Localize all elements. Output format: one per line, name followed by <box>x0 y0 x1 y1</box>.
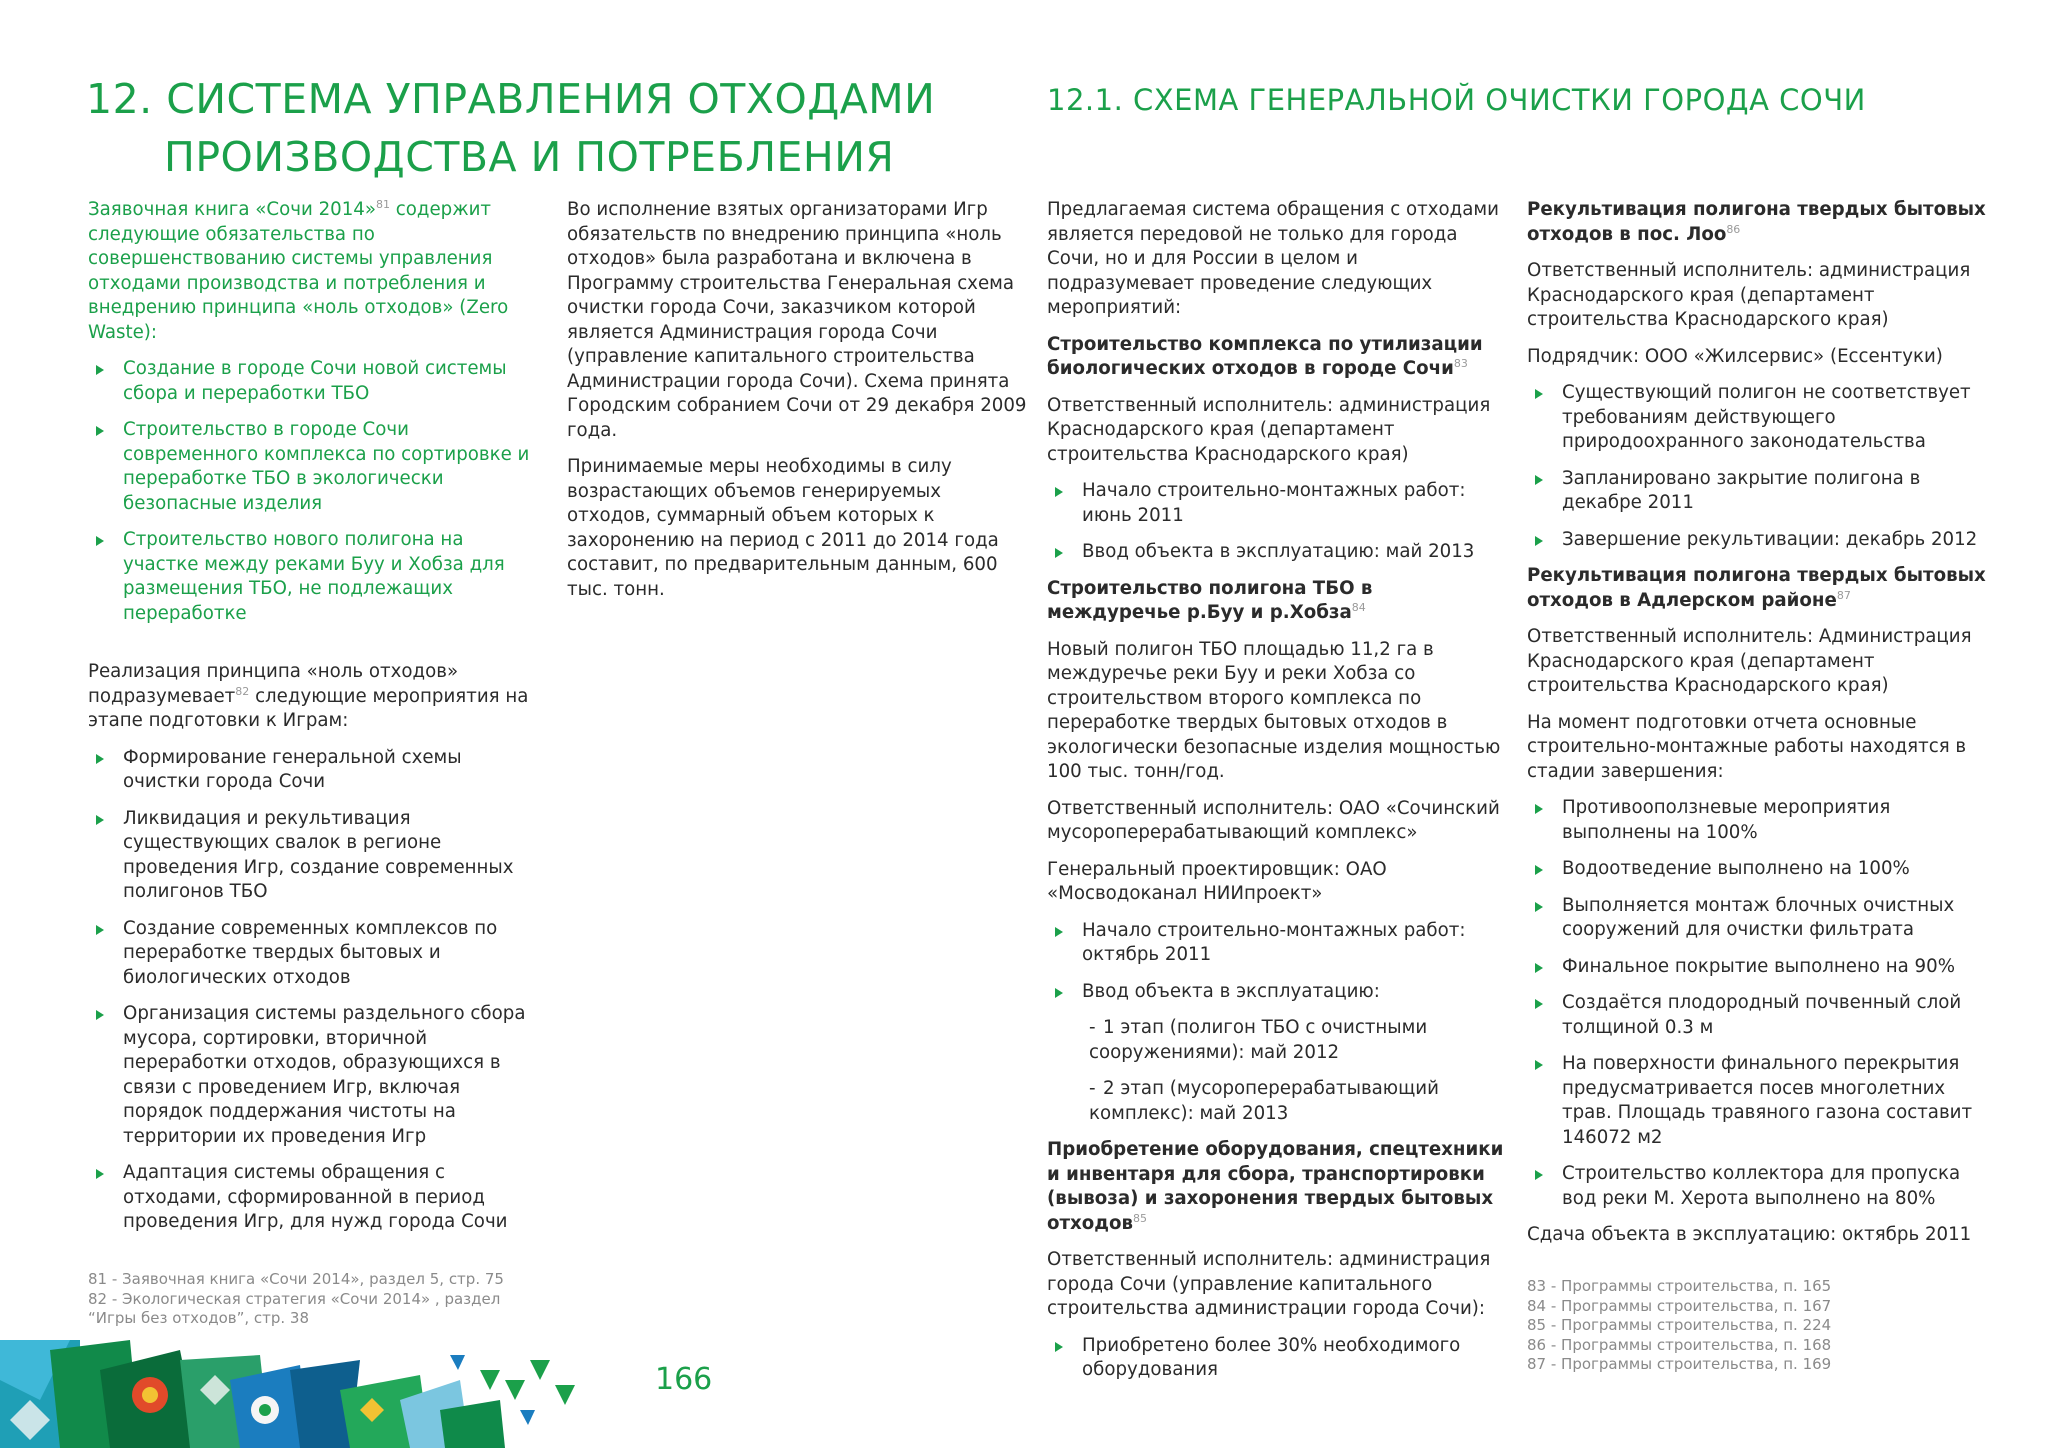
paragraph: Ответственный исполнитель: ОАО «Сочинский мусороперерабатывающий комплекс» <box>1047 797 1500 843</box>
column-2 <box>567 198 1027 614</box>
list-item: Создание современных комплексов по переработке твердых бытовых и биологических отходов <box>88 917 544 991</box>
footnote-ref-82: 82 <box>235 684 250 698</box>
list-item: Выполняется монтаж блочных очистных сооружений для очистки фильтрата <box>1527 894 1987 943</box>
paragraph: Подрядчик: ООО «Жилсервис» (Ессентуки) <box>1527 345 1943 367</box>
bullet-icon <box>1055 988 1063 998</box>
footnote: “Игры без отходов”, стр. 38 <box>88 1309 310 1327</box>
list-item: Начало строительно-монтажных работ: июнь 2011 <box>1047 479 1507 528</box>
list-item: Ввод объекта в эксплуатацию: май 2013 <box>1047 540 1507 565</box>
page-title <box>86 70 1016 186</box>
list-item: Существующий полигон не соответствует требованиям действующего природоохранного законодательства <box>1527 381 1987 455</box>
paragraph: Предлагаемая система обращения с отходами является передовой не только для города Сочи, но и для России в целом и подразумевает проведение следующих мероприятий: <box>1047 199 1499 318</box>
list-item: Финальное покрытие выполнено на 90% <box>1527 955 1987 980</box>
list-item: На поверхности финального перекрытия предусматривается посев многолетних трав. Площадь травяного газона составит 146072 м2 <box>1527 1052 1987 1150</box>
bullet-icon <box>96 925 104 935</box>
paragraph: Ответственный исполнитель: администрация Краснодарского края (департамент строительства Краснодарского края) <box>1527 260 1971 330</box>
paragraph: Сдача объекта в эксплуатацию: октябрь 2011 <box>1527 1224 1972 1245</box>
footnote-ref-83: 83 <box>1453 357 1468 370</box>
bullet-icon <box>1535 536 1543 546</box>
bullet-icon <box>96 426 104 436</box>
list-item: Формирование генеральной схемы очистки города Сочи <box>88 746 544 795</box>
section-heading: Строительство полигона ТБО в междуречье р.Буу и р.Хобза$^{84}$ <box>1047 577 1373 623</box>
list-item: Адаптация системы обращения с отходами, сформированной в период проведения Игр, для нужд города Сочи <box>88 1161 544 1235</box>
section-heading: Рекультивация полигона твердых бытовых отходов в Адлерском районе$^{87}$ <box>1527 565 1986 611</box>
section-heading: Рекультивация полигона твердых бытовых отходов в пос. Лоо$^{86}$ <box>1527 199 1986 245</box>
section-subtitle: 12.1. СХЕМА ГЕНЕРАЛЬНОЙ ОЧИСТКИ ГОРОДА СОЧИ <box>1047 83 1866 117</box>
footnote-ref-84: 84 <box>1351 601 1366 614</box>
list-item: Приобретено более 30% необходимого оборудования <box>1047 1334 1507 1383</box>
footnotes-right <box>1527 1277 1987 1375</box>
footnote: 84 - Программы строительства, п. 167 <box>1527 1296 1832 1315</box>
bullet-icon <box>1055 927 1063 937</box>
bullet-icon <box>1055 487 1063 497</box>
sub-list-item: - 1 этап (полигон ТБО с очистными сооружениями): май 2012 <box>1089 1017 1428 1063</box>
zero-waste-paragraph: Реализация принципа «ноль отходов» подразумевает$^{82}$ следующие мероприятия на этапе подготовки к Играм: <box>88 661 529 731</box>
page-number: 166 <box>655 1362 713 1397</box>
sub-list-item: - 2 этап (мусороперерабатывающий комплекс): май 2013 <box>1089 1078 1439 1124</box>
footnote: 83 - Программы строительства, п. 165 <box>1527 1277 1832 1295</box>
bullet-icon <box>96 365 104 375</box>
paragraph: Ответственный исполнитель: администрация города Сочи (управление капитального строительства администрации города Сочи): <box>1047 1249 1491 1319</box>
list-item: Ликвидация и рекультивация существующих свалок в регионе проведения Игр, создание современных полигонов ТБО <box>88 807 544 905</box>
footnote: 87 - Программы строительства, п. 169 <box>1527 1355 1832 1373</box>
list-item: Ввод объекта в эксплуатацию: <box>1047 980 1507 1005</box>
bullet-icon <box>1535 902 1543 912</box>
title-line-2: ПРОИЗВОДСТВА И ПОТРЕБЛЕНИЯ <box>164 133 895 181</box>
list-item: Строительство нового полигона на участке между реками Буу и Хобза для размещения ТБО, не подлежащих переработке <box>88 528 544 626</box>
paragraph: Ответственный исполнитель: Администрация Краснодарского края (департамент строительства Краснодарского края) <box>1527 626 1972 696</box>
footnote-ref-81: 81 <box>376 198 390 211</box>
bullet-icon <box>96 754 104 764</box>
footnote-ref-85: 85 <box>1132 1211 1147 1225</box>
title-line-1: 12. СИСТЕМА УПРАВЛЕНИЯ ОТХОДАМИ <box>86 75 936 123</box>
bullet-icon <box>96 1010 104 1020</box>
footnote: 86 - Программы строительства, п. 168 <box>1527 1335 1832 1354</box>
bullet-icon <box>96 1169 104 1179</box>
footnote: 81 - Заявочная книга «Сочи 2014», раздел 5, стр. 75 <box>88 1270 504 1288</box>
footnote-ref-87: 87 <box>1836 588 1851 602</box>
list-item: Строительство коллектора для пропуска вод реки М. Херота выполнено на 80% <box>1527 1162 1987 1211</box>
bullet-icon <box>1055 548 1063 558</box>
list-item: Запланировано закрытие полигона в декабре 2011 <box>1527 467 1987 516</box>
decorative-patchwork-pattern <box>0 1340 600 1448</box>
paragraph: Принимаемые меры необходимы в силу возрастающих объемов генерируемых отходов, суммарный объем которых к захоронению на период с 2011 до 2014 года составит, по предварительным данным, 600 тыс. тонн. <box>567 456 999 600</box>
list-item: Начало строительно-монтажных работ: октябрь 2011 <box>1047 919 1507 968</box>
list-item: Создание в городе Сочи новой системы сбора и переработки ТБО <box>88 357 544 406</box>
footnote: 85 - Программы строительства, п. 224 <box>1527 1316 1832 1334</box>
bullet-icon <box>96 536 104 546</box>
list-item: Противооползневые мероприятия выполнены на 100% <box>1527 796 1987 845</box>
list-item: Строительство в городе Сочи современного комплекса по сортировке и переработке ТБО в экологически безопасные изделия <box>88 418 544 516</box>
bullet-icon <box>1535 1060 1543 1070</box>
paragraph: Во исполнение взятых организаторами Игр обязательств по внедрению принципа «ноль отходов» была разработана и включена в Программу строительства Генеральная схема очистки города Сочи, заказчиком которой является Администрация города Сочи (управление капитального строительства Администрации города Сочи). Схема принята Городским собранием Сочи от 29 декабря 2009 года. <box>567 199 1027 441</box>
intro-paragraph: Заявочная книга «Сочи 2014»$^{81}$ содержит следующие обязательства по совершенствованию системы управления отходами производства и потребления и внедрению принципа «ноль отходов» (Zero Waste): <box>88 198 509 343</box>
footnotes-left <box>88 1270 558 1329</box>
footnote-ref-86: 86 <box>1726 222 1741 236</box>
footnote: 82 - Экологическая стратегия «Сочи 2014» , раздел <box>88 1289 501 1308</box>
paragraph: На момент подготовки отчета основные строительно-монтажные работы находятся в стадии завершения: <box>1527 711 1967 782</box>
list-item: Организация системы раздельного сбора мусора, сортировки, вторичной переработки отходов, образующихся в связи с проведением Игр, включая порядок поддержания чистоты на территории их проведения Игр <box>88 1002 544 1149</box>
column-1 <box>88 198 544 1247</box>
list-item: Водоотведение выполнено на 100% <box>1527 857 1987 882</box>
column-3 <box>1047 198 1507 1395</box>
bullet-icon <box>1535 1170 1543 1180</box>
bullet-icon <box>1535 804 1543 814</box>
bullet-icon <box>1535 999 1543 1009</box>
paragraph: Новый полигон ТБО площадью 11,2 га в междуречье реки Буу и реки Хобза со строительством второго комплекса по переработке твердых бытовых отходов в экологически безопасные изделия мощностью 100 тыс. тонн/год. <box>1047 638 1501 782</box>
bullet-icon <box>96 815 104 825</box>
column-4 <box>1527 198 1987 1260</box>
paragraph: Ответственный исполнитель: администрация Краснодарского края (департамент строительства Краснодарского края) <box>1047 394 1491 465</box>
bullet-icon <box>1535 865 1543 875</box>
bullet-icon <box>1535 389 1543 399</box>
paragraph: Генеральный проектировщик: ОАО «Мосводоканал НИИпроект» <box>1047 858 1387 904</box>
list-item: Создаётся плодородный почвенный слой толщиной 0.3 м <box>1527 991 1987 1040</box>
bullet-icon <box>1535 963 1543 973</box>
bullet-icon <box>1055 1342 1063 1352</box>
bullet-icon <box>1535 475 1543 485</box>
section-heading: Приобретение оборудования, спецтехники и инвентаря для сбора, транспортировки (вывоза) и захоронения твердых бытовых отходов$^{85}$ <box>1047 1139 1504 1234</box>
list-item: Завершение рекультивации: декабрь 2012 <box>1527 528 1987 553</box>
section-heading: Строительство комплекса по утилизации биологических отходов в городе Сочи$^{83}$ <box>1047 333 1483 379</box>
